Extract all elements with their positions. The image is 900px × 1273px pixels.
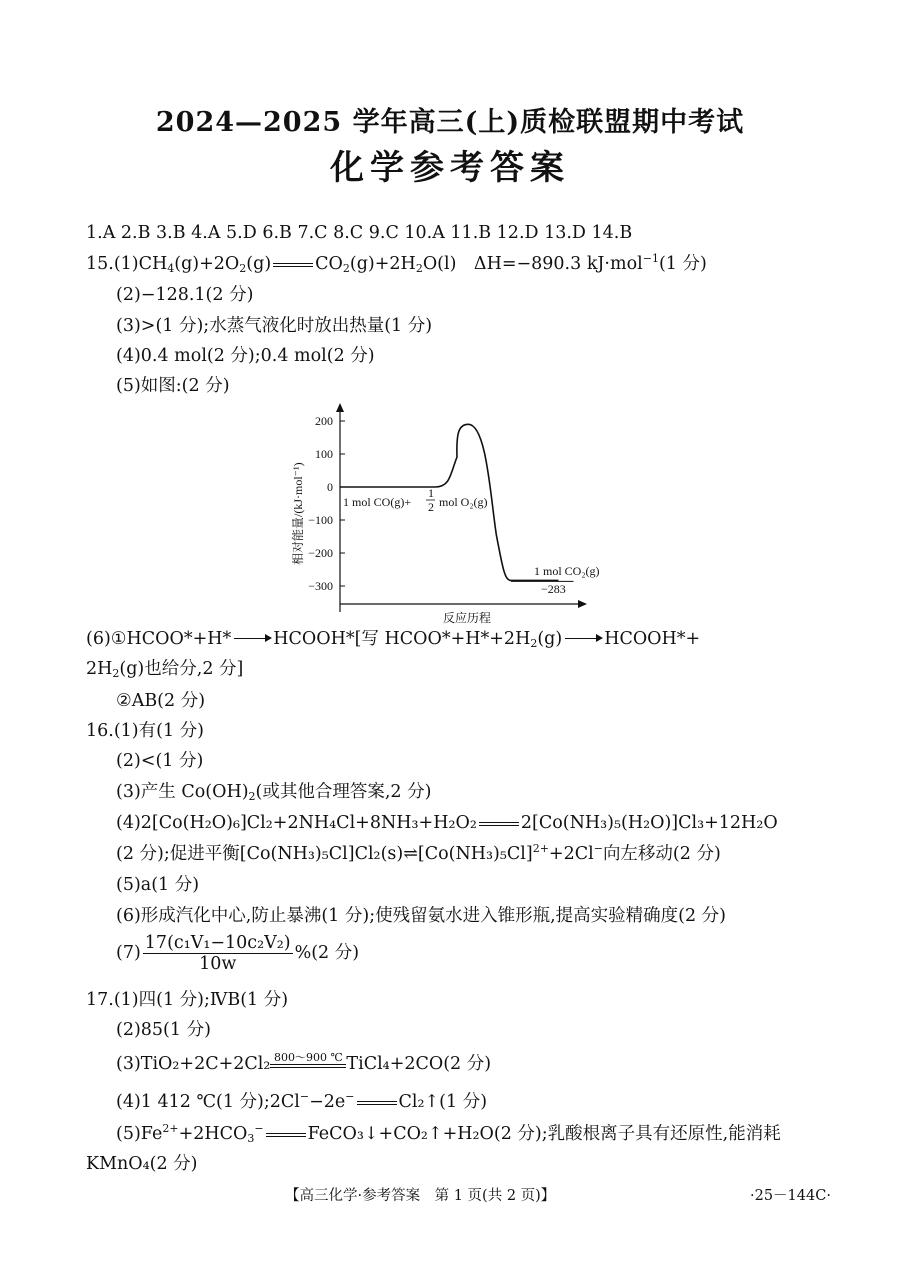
q16-part3: (3)产生 $Co(OH)_2$(或其他合理答案,2 分)	[116, 782, 432, 803]
q17-part1: 17.(1)四(1 分);ⅣB(1 分)	[86, 990, 289, 1010]
y-tick-label: −100	[308, 513, 333, 527]
q16-part5: (5)a(1 分)	[116, 875, 200, 895]
q16-part7: (7) $\frac{\text{17(c₁V₁−10c₂V₂)}}{10w}$ %(2 分)	[116, 933, 360, 974]
half-denominator: 2	[428, 500, 434, 514]
q15-part6c: ②AB(2 分)	[116, 691, 206, 711]
q16-part4b: (2 分);促进平衡$[Co(NH_3)_5Cl]Cl_2(s)\rightleftharpoons[Co(NH_3)_5Cl]^{2+}+2Cl^-$向左移动(2 分)	[116, 842, 721, 864]
q15-part3: (3)>(1 分);水蒸气液化时放出热量(1 分)	[116, 316, 433, 336]
mc-answers: 1.A 2.B 3.B 4.A 5.D 6.B 7.C 8.C 9.C 10.A 11.B 12.D 13.D 14.B	[86, 223, 633, 243]
q15-part4: (4)0.4 mol(2 分);0.4 mol(2 分)	[116, 346, 375, 366]
y-axis-label: 相对能量/(kJ·mol⁻¹)	[291, 462, 305, 565]
x-axis-label: 反应历程	[443, 611, 492, 625]
q15-part1: $15.(1)CH_4(g)+2O_2(g)$ $CO_2(g)+2H_2O(l)$ ΔH=−890.3 kJ·mol$^{-1}$(1 分)	[86, 252, 707, 275]
x-axis-arrow	[578, 600, 587, 608]
start-label-end: mol O₂(g)	[439, 495, 488, 509]
y-axis-arrow	[336, 403, 344, 412]
q16-part6: (6)形成汽化中心,防止暴沸(1 分);使残留氨水进入锥形瓶,提高实验精确度(2 分)	[116, 906, 727, 926]
energy-diagram	[285, 400, 615, 630]
y-tick-label: 200	[315, 414, 333, 428]
q15-part6a: (6)①HCOO*+H* HCOOH*[写 $HCOO*+H*+2H_2(g)$ HCOOH*+	[86, 629, 701, 650]
q17-part2: (2)85(1 分)	[116, 1020, 211, 1040]
q17-part5b: KMnO₄(2 分)	[86, 1154, 198, 1174]
y-tick-label: 0	[327, 480, 333, 494]
y-tick-label: −300	[308, 579, 333, 593]
half-numerator: 1	[428, 486, 434, 500]
page-footer: 【高三化学·参考答案 第 1 页(共 2 页)】	[285, 1188, 556, 1204]
start-label: 1 mol CO(g)+	[343, 495, 412, 509]
answer-title: 化学参考答案	[330, 148, 570, 188]
y-tick-label: 100	[315, 447, 333, 461]
exam-title: 2024—2025 学年高三(上)质检联盟期中考试	[155, 107, 745, 138]
q16-part1: 16.(1)有(1 分)	[86, 721, 204, 741]
y-tick-label: −200	[308, 546, 333, 560]
q15-part2: (2)−128.1(2 分)	[116, 285, 254, 305]
q16-part2: (2)<(1 分)	[116, 751, 204, 771]
end-value: −283	[541, 582, 566, 596]
q16-part4a: (4)2[Co(H₂O)₆]Cl₂+2NH₄Cl+8NH₃+H₂O₂ 2[Co(NH₃)₅(H₂O)]Cl₃+12H₂O	[116, 813, 778, 833]
q15-part5: (5)如图:(2 分)	[116, 376, 230, 396]
q17-part4: (4)1 412 ℃(1 分);2Cl−−2e− Cl₂↑(1 分)	[116, 1090, 488, 1112]
q15-part6b: $2H_2(g)$也给分,2 分]	[86, 659, 244, 680]
q17-part3: (3)TiO₂+2C+2Cl₂ 800～900 ℃ TiCl₄+2CO(2 分)	[116, 1051, 492, 1074]
doc-code: ·25－144C·	[750, 1188, 831, 1204]
end-label: 1 mol CO₂(g)	[534, 564, 600, 578]
q17-part5a: $(5)Fe^{2+}+2HCO_3^-$ FeCO₃↓+CO₂↑+H₂O(2 分);乳酸根离子具有还原性,能消耗	[116, 1122, 781, 1145]
